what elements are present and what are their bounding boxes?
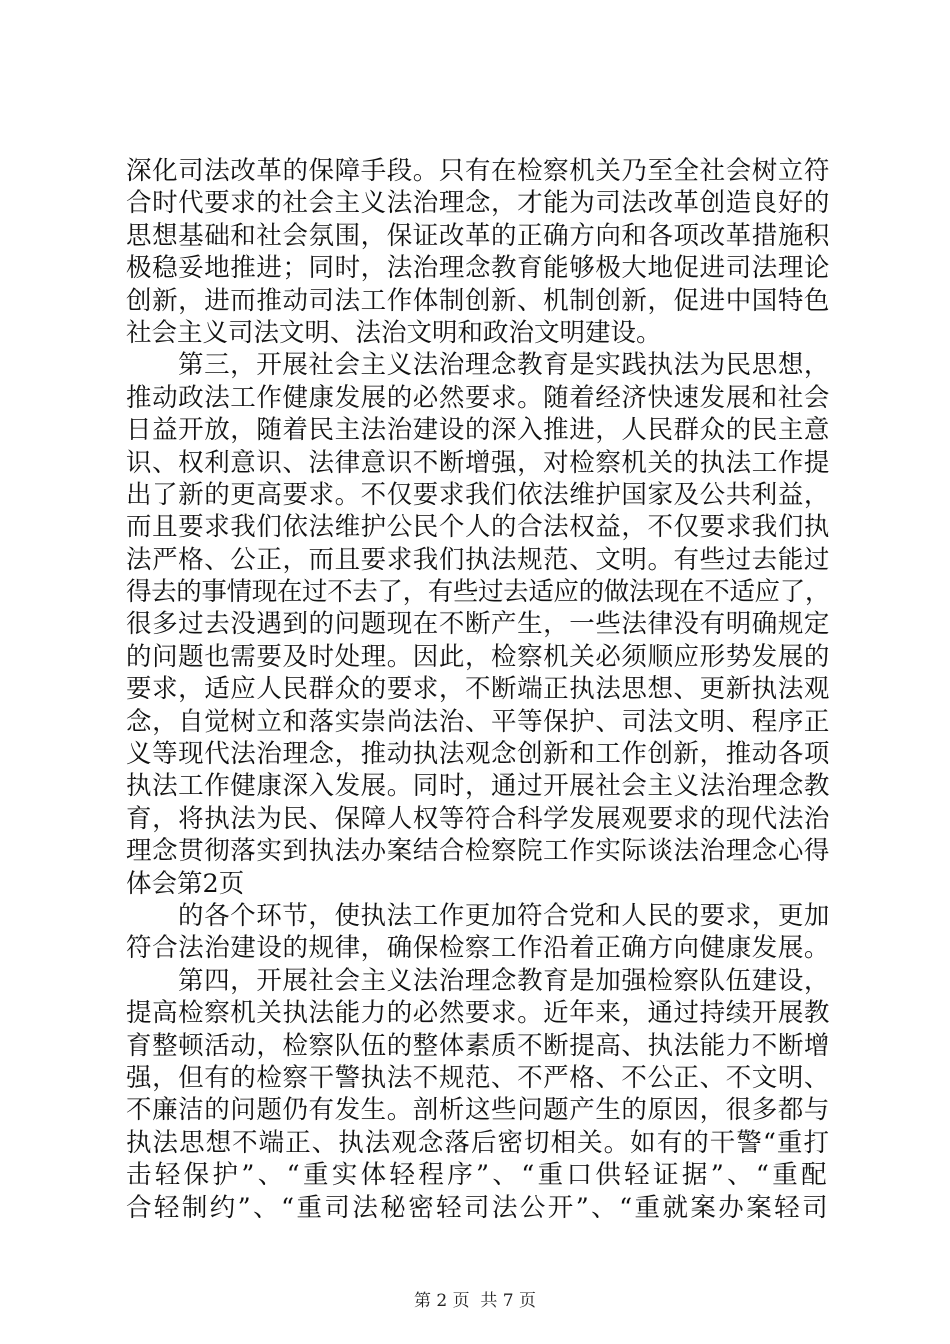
text-line-content: 思想基础和社会氛围，保证改革的正确方向和各项改革措施积 [126,220,830,251]
text-line-content: 执法思想不端正、执法观念落后密切相关。如有的干警“重打 [126,1127,830,1158]
text-line [126,1094,830,1126]
text-line-content: 合轻制约”、“重司法秘密轻司法公开”、“重就案办案轻司 [126,1192,830,1223]
text-line-content: 的问题也需要及时处理。因此，检察机关必须顺应形势发展的 [126,641,830,672]
text-line-content: 育，将执法为民、保障人权等符合科学发展观要求的现代法治 [126,803,830,834]
text-line-content: 法严格、公正，而且要求我们执法规范、文明。有些过去能过 [126,544,830,575]
text-line-content: 合时代要求的社会主义法治理念，才能为司法改革创造良好的 [126,188,830,219]
text-line-content: 击轻保护”、“重实体轻程序”、“重口供轻证据”、“重配 [126,1160,830,1191]
body-text [126,155,830,1224]
text-line-content: 育整顿活动，检察队伍的整体素质不断提高、执法能力不断增 [126,1030,830,1061]
text-line-content: 出了新的更高要求。不仅要求我们依法维护国家及公共利益， [126,479,830,510]
text-line [126,1062,830,1094]
text-line [126,1127,830,1159]
text-line [126,770,830,802]
text-line-content: 执法工作健康深入发展。同时，通过开展社会主义法治理念教 [126,771,830,802]
text-line [126,965,830,997]
text-line [126,576,830,608]
text-line [126,932,830,964]
text-line [126,1192,830,1224]
text-line [126,608,830,640]
text-line-content: 而且要求我们依法维护公民个人的合法权益，不仅要求我们执 [126,512,830,543]
text-line-content: 创新，进而推动司法工作体制创新、机制创新，促进中国特色 [126,285,830,316]
text-line-content: 理念贯彻落实到执法办案结合检察院工作实际谈法治理念心得 [126,836,830,867]
text-line [126,382,830,414]
text-line-content: 要求，适应人民群众的要求，不断端正执法思想、更新执法观 [126,674,830,705]
text-line [126,1159,830,1191]
text-line-content: 第三，开展社会主义法治理念教育是实践执法为民思想， [178,350,830,381]
text-line [126,673,830,705]
text-line-content: 推动政法工作健康发展的必然要求。随着经济快速发展和社会 [126,382,830,413]
text-line [126,544,830,576]
text-line [126,803,830,835]
text-line [126,641,830,673]
text-line [126,868,830,900]
text-line-content: 提高检察机关执法能力的必然要求。近年来，通过持续开展教 [126,998,830,1029]
text-line [126,220,830,252]
text-line [126,447,830,479]
text-line-content: 强，但有的检察干警执法不规范、不严格、不公正、不文明、 [126,1062,830,1093]
text-line-content: 得去的事情现在过不去了，有些过去适应的做法现在不适应了， [126,577,830,608]
text-line [126,317,830,349]
text-line [126,349,830,381]
text-line-content: 很多过去没遇到的问题现在不断产生，一些法律没有明确规定 [126,609,830,640]
text-line [126,706,830,738]
text-line-content: 体会第2页 [126,868,245,899]
text-line [126,835,830,867]
text-line [126,1030,830,1062]
text-line-content: 不廉洁的问题仍有发生。剖析这些问题产生的原因，很多都与 [126,1095,830,1126]
text-line-content: 深化司法改革的保障手段。只有在检察机关乃至全社会树立符 [126,156,830,186]
text-line [126,997,830,1029]
text-line [126,285,830,317]
text-line-content: 的各个环节，使执法工作更加符合党和人民的要求，更加 [178,900,830,931]
text-line [126,155,830,187]
text-line-content: 符合法治建设的规律，确保检察工作沿着正确方向健康发展。 [126,933,830,964]
text-line-content: 第四，开展社会主义法治理念教育是加强检察队伍建设， [178,965,830,996]
text-line [126,511,830,543]
text-line [126,252,830,284]
text-line [126,187,830,219]
page-footer: 第 2 页 共 7 页 [413,1291,537,1311]
text-line [126,738,830,770]
text-line [126,479,830,511]
text-line [126,414,830,446]
text-line-content: 极稳妥地推进；同时，法治理念教育能够极大地促进司法理论 [126,253,830,284]
text-line-content: 识、权利意识、法律意识不断增强，对检察机关的执法工作提 [126,447,830,478]
text-line-content: 念，自觉树立和落实崇尚法治、平等保护、司法文明、程序正 [126,706,830,737]
text-line-content: 日益开放，随着民主法治建设的深入推进，人民群众的民主意 [126,415,830,446]
text-line-content: 义等现代法治理念，推动执法观念创新和工作创新，推动各项 [126,739,830,770]
text-line [126,900,830,932]
text-line-content: 社会主义司法文明、法治文明和政治文明建设。 [126,317,662,348]
